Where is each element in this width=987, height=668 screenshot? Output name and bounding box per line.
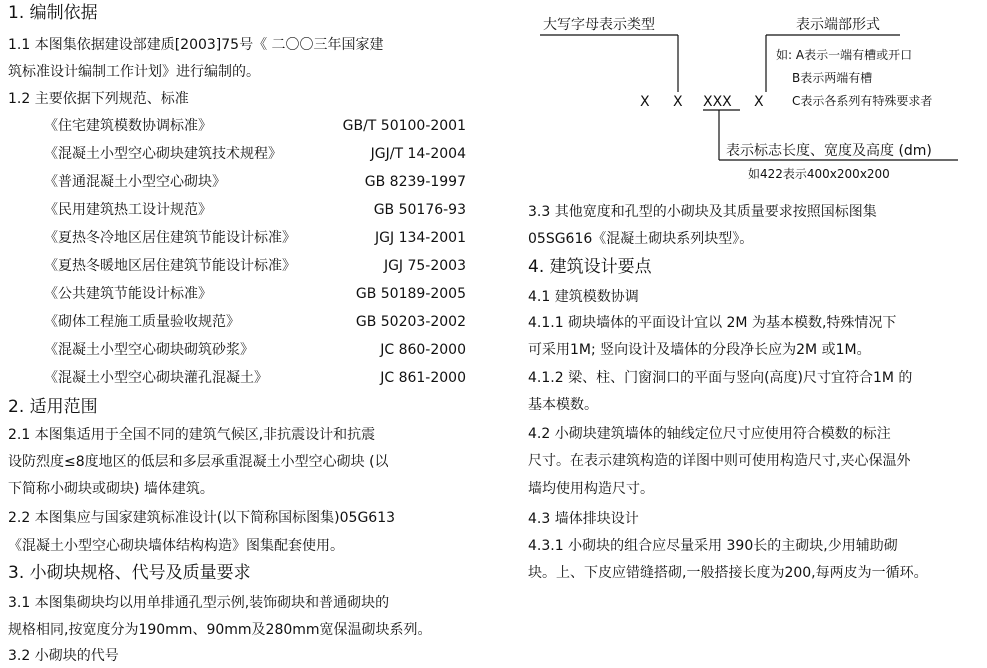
end-option-b: B表示两端有槽 [792, 71, 873, 85]
section-4-heading: 4. 建筑设计要点 [528, 257, 652, 277]
standard-name: 《混凝土小型空心砌块建筑技术规程》 [44, 146, 282, 162]
size-example: 如422表示400x200x200 [748, 167, 890, 181]
section-3-2: 3.2 小砌块的代号 [8, 648, 119, 664]
standard-name: 《住宅建筑模数协调标准》 [44, 118, 212, 134]
section-2-1-line-3: 下简称小砌块或砌块) 墙体建筑。 [8, 481, 214, 497]
section-4-1-2-line-1: 4.1.2 梁、柱、门窗洞口的平面与竖向(高度)尺寸宜符合1M 的 [528, 370, 913, 386]
standard-name: 《公共建筑节能设计标准》 [44, 286, 212, 302]
standard-name: 《砌体工程施工质量验收规范》 [44, 314, 240, 330]
code-xxx: XXX [703, 94, 732, 110]
end-label: 表示端部形式 [796, 17, 880, 33]
code-x-1: X [640, 94, 650, 110]
section-4-1: 4.1 建筑模数协调 [528, 289, 639, 305]
section-1-1-line-2: 筑标准设计编制工作计划》进行编制的。 [8, 64, 260, 80]
standard-name: 《民用建筑热工设计规范》 [44, 202, 212, 218]
section-4-3: 4.3 墙体排块设计 [528, 511, 639, 527]
standard-code: JC 860-2000 [380, 342, 466, 358]
section-4-3-1-line-2: 块。上、下皮应错缝搭砌,一般搭接长度为200,每两皮为一循环。 [528, 565, 928, 581]
section-2-1-line-2: 设防烈度≤8度地区的低层和多层承重混凝土小型空心砌块 (以 [8, 454, 389, 470]
standard-code: GB/T 50100-2001 [342, 118, 466, 134]
section-2-2-line-1: 2.2 本图集应与国家建筑标准设计(以下简称国标图集)05G613 [8, 510, 396, 526]
section-2-heading: 2. 适用范围 [8, 397, 98, 417]
section-4-1-2-line-2: 基本模数。 [528, 397, 598, 413]
standard-name: 《普通混凝土小型空心砌块》 [44, 174, 226, 190]
standard-code: GB 50203-2002 [355, 314, 466, 330]
end-option-c: C表示各系列有特殊要求者 [792, 94, 933, 108]
standard-code: JC 861-2000 [380, 370, 466, 386]
size-label: 表示标志长度、宽度及高度 (dm) [726, 143, 932, 159]
standard-code: GB 8239-1997 [364, 174, 466, 190]
standard-code: GB 50189-2005 [355, 286, 466, 302]
type-label: 大写字母表示类型 [543, 17, 655, 33]
section-3-heading: 3. 小砌块规格、代号及质量要求 [8, 563, 251, 583]
section-3-3-line-2: 05SG616《混凝土砌块系列块型》。 [528, 231, 754, 247]
section-4-2-line-1: 4.2 小砌块建筑墙体的轴线定位尺寸应使用符合模数的标注 [528, 426, 891, 442]
section-1-1-line-1: 1.1 本图集依据建设部建质[2003]75号《 二〇〇三年国家建 [8, 37, 384, 53]
section-3-3-line-1: 3.3 其他宽度和孔型的小砌块及其质量要求按照国标图集 [528, 204, 877, 220]
section-4-3-1-line-1: 4.3.1 小砌块的组合应尽量采用 390长的主砌块,少用辅助砌 [528, 538, 898, 554]
end-option-a: 如: A表示一端有槽或开口 [776, 48, 913, 62]
section-4-2-line-3: 墙均使用构造尺寸。 [528, 481, 654, 497]
standard-code: JGJ/T 14-2004 [370, 146, 466, 162]
section-1-heading: 1. 编制依据 [8, 3, 98, 23]
section-4-2-line-2: 尺寸。在表示建筑构造的详图中则可使用构造尺寸,夹心保温外 [528, 453, 911, 469]
section-4-1-1-line-2: 可采用1M; 竖向设计及墙体的分段净长应为2M 或1M。 [528, 342, 871, 358]
section-4-1-1-line-1: 4.1.1 砌块墙体的平面设计宜以 2M 为基本模数,特殊情况下 [528, 315, 897, 331]
section-2-1-line-1: 2.1 本图集适用于全国不同的建筑气候区,非抗震设计和抗震 [8, 427, 376, 443]
code-x-3: X [754, 94, 764, 110]
section-3-1-line-2: 规格相同,按宽度分为190mm、90mm及280mm宽保温砌块系列。 [8, 622, 432, 638]
standard-name: 《混凝土小型空心砌块砌筑砂浆》 [44, 342, 254, 358]
standard-code: JGJ 134-2001 [375, 230, 466, 246]
section-3-1-line-1: 3.1 本图集砌块均以用单排通孔型示例,装饰砌块和普通砌块的 [8, 595, 390, 611]
block-code-diagram [528, 0, 983, 190]
code-x-2: X [673, 94, 683, 110]
section-1-2: 1.2 主要依据下列规范、标准 [8, 91, 189, 107]
section-2-2-line-2: 《混凝土小型空心砌块墙体结构构造》图集配套使用。 [8, 538, 344, 554]
standard-name: 《夏热冬冷地区居住建筑节能设计标准》 [44, 230, 296, 246]
standard-name: 《夏热冬暖地区居住建筑节能设计标准》 [44, 258, 296, 274]
standard-code: GB 50176-93 [373, 202, 466, 218]
standard-name: 《混凝土小型空心砌块灌孔混凝土》 [44, 370, 268, 386]
standard-code: JGJ 75-2003 [383, 258, 466, 274]
